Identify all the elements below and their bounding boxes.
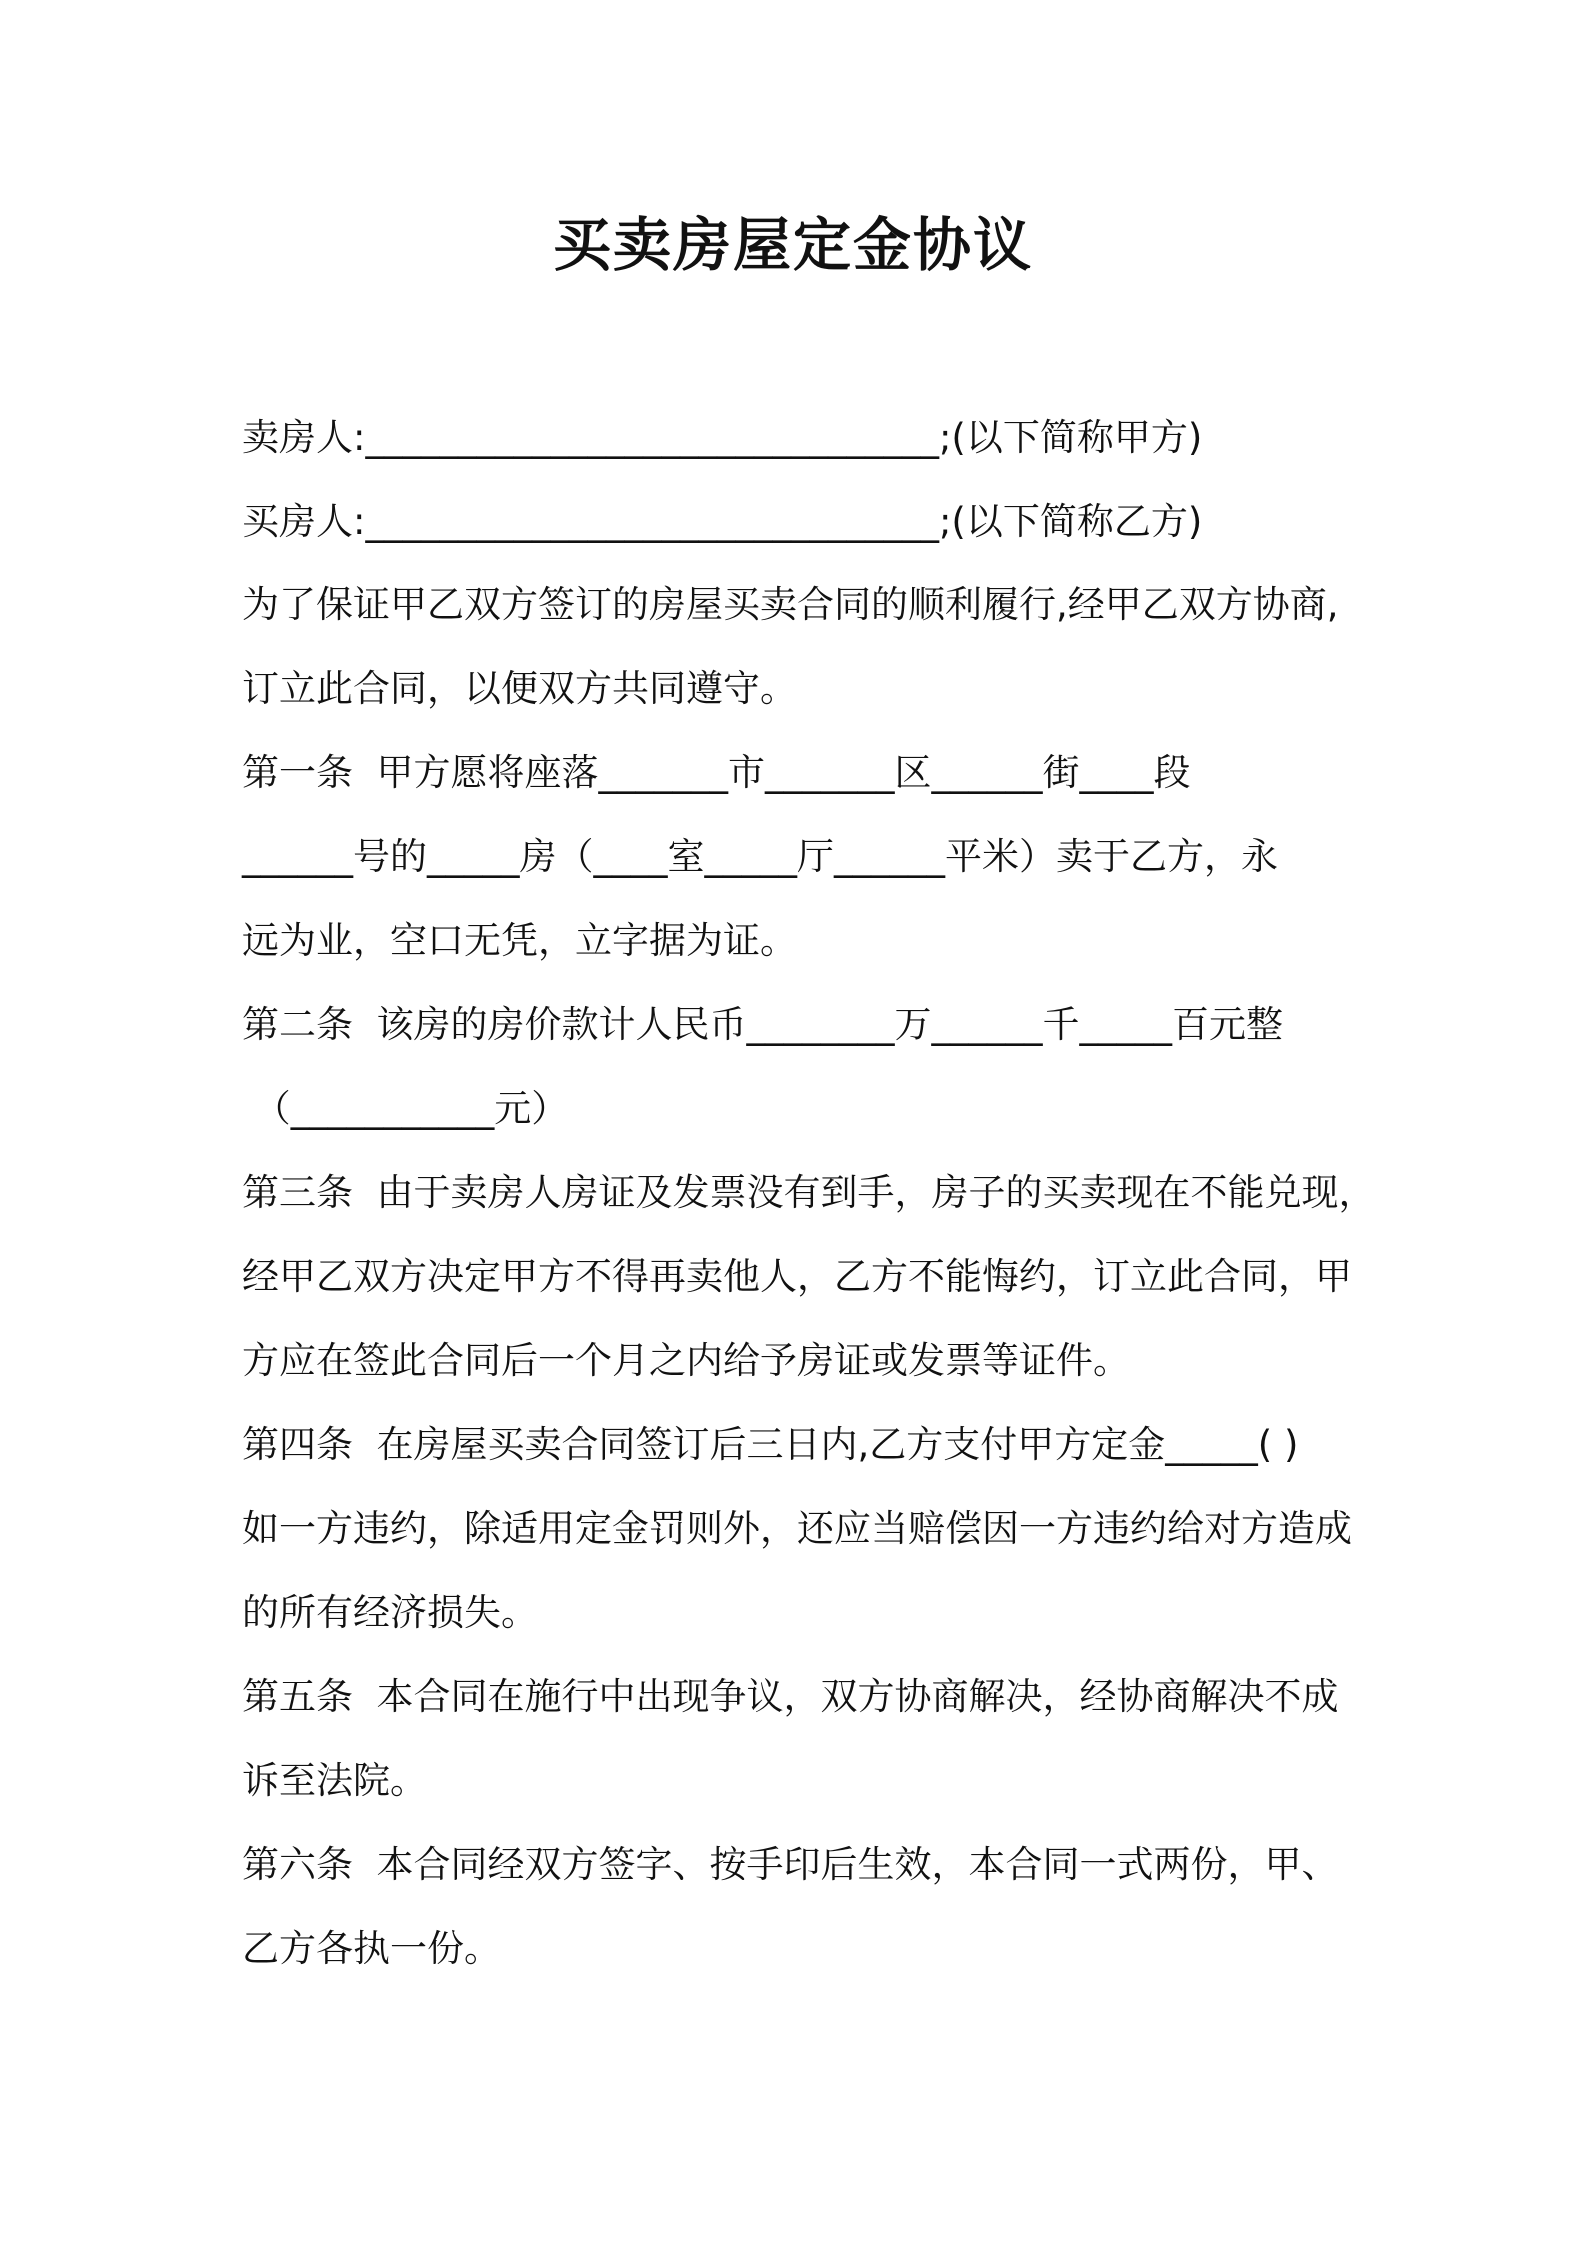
preamble-line-1: 为了保证甲乙双方签订的房屋买卖合同的顺利履行,经甲乙双方协商, [242, 583, 1339, 626]
article-1-line-1: 第一条 甲方愿将座落_______市_______区______街____段 [242, 751, 1191, 794]
article-3-line-3: 方应在签此合同后一个月之内给予房证或发票等证件。 [242, 1339, 1130, 1382]
article-6-line-1: 第六条 本合同经双方签字、按手印后生效，本合同一式两份，甲、 [242, 1843, 1339, 1886]
article-1-line-2: ______号的_____房（____室_____厅______平米）卖于乙方，永 [242, 835, 1278, 878]
article-4-line-2: 如一方违约，除适用定金罚则外，还应当赔偿因一方违约给对方造成 [242, 1507, 1352, 1550]
seller-line: 卖房人:_______________________________;(以下简称甲方) [242, 416, 1203, 459]
article-2-line-1: 第二条 该房的房价款计人民币________万______千_____百元整 [242, 1003, 1284, 1046]
article-5-line-1: 第五条 本合同在施行中出现争议，双方协商解决，经协商解决不成 [242, 1675, 1339, 1718]
buyer-line: 买房人:_______________________________;(以下简称乙方) [242, 500, 1203, 543]
preamble-line-2: 订立此合同，以便双方共同遵守。 [242, 667, 797, 710]
document-title: 买卖房屋定金协议 [552, 211, 1033, 279]
article-3-line-2: 经甲乙双方决定甲方不得再卖他人，乙方不能悔约，订立此合同，甲 [242, 1255, 1352, 1298]
article-3-line-1: 第三条 由于卖房人房证及发票没有到手，房子的买卖现在不能兑现， [242, 1171, 1376, 1214]
article-4-line-1: 第四条 在房屋买卖合同签订后三日内,乙方支付甲方定金_____( ) [242, 1423, 1299, 1466]
article-5-line-2: 诉至法院。 [242, 1759, 427, 1802]
article-2-line-2: （___________元） [242, 1087, 569, 1130]
article-6-line-2: 乙方各执一份。 [242, 1927, 501, 1970]
article-4-line-3: 的所有经济损失。 [242, 1591, 538, 1634]
article-1-line-3: 远为业，空口无凭，立字据为证。 [242, 919, 797, 962]
